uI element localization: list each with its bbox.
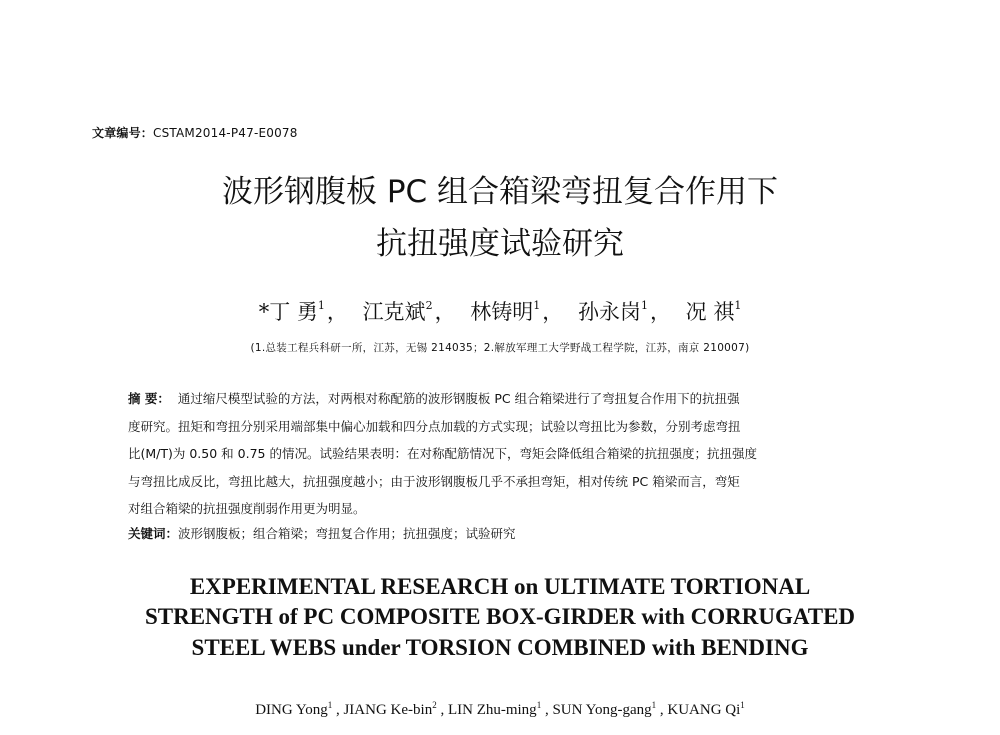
author-en: DING Yong$^1$ [255,700,333,718]
abstract-line: 与弯扭比成反比，弯扭比越大，抗扭强度越小；由于波形钢腹板几乎不承担弯矩，相对传统 PC 箱梁而言，弯矩 [128,473,740,489]
author-en: JIANG Ke-bin$^2$ [343,700,437,718]
article-number-value: CSTAM2014-P47-E0078 [153,126,298,140]
abstract-line: 摘 要： 通过缩尺模型试验的方法，对两根对称配筋的波形钢腹板 PC 组合箱梁进行了弯扭复合作用下的抗扭强 [128,391,740,406]
authors-cn: *丁 勇$^1$， 江克斌$^2$， 林铸明$^1$， 孙永岗$^1$， 况 祺$^1$ [258,299,742,324]
article-number [92,124,298,141]
abstract-line: 对组合箱梁的抗扭强度削弱作用更为明显。 [128,501,366,516]
author-cn: 孙永岗$^1$ [577,299,648,324]
title-en-line1: EXPERIMENTAL RESEARCH on ULTIMATE TORTIONAL [189,574,811,599]
author-en: LIN Zhu-ming$^1$ [447,700,542,718]
author-en: SUN Yong-gang$^1$ [552,700,657,718]
article-number-label: 文章编号： [92,126,154,140]
keywords-value: 波形钢腹板；组合箱梁；弯扭复合作用；抗扭强度；试验研究 [178,526,516,541]
abstract-line: 比(M/T)为 0.50 和 0.75 的情况。试验结果表明：在对称配筋情况下，弯矩会降低组合箱梁的抗扭强度；抗扭强度 [128,446,757,461]
abstract-line: 度研究。扭矩和弯扭分别采用端部集中偏心加载和四分点加载的方式实现；试验以弯扭比为参数，分别考虑弯扭 [128,418,741,434]
keywords [128,524,873,542]
author-cn: 况 祺$^1$ [685,299,742,324]
affiliation-cn: (1.总装工程兵科研一所，江苏，无锡 214035；2.解放军理工大学野战工程学院，江苏，南京 210007) [250,342,750,354]
author-en: KUANG Qi$^1$ [667,700,745,718]
abstract-label: 摘 要： [128,391,170,406]
title-cn-line1: 波形钢腹板 PC 组合箱梁弯扭复合作用下 [221,174,779,210]
title-cn-line2: 抗扭强度试验研究 [376,226,624,262]
author-cn: 林铸明$^1$ [470,299,541,324]
title-en-line2: STRENGTH of PC COMPOSITE BOX-GIRDER with CORRUGATED [144,604,856,629]
keywords-label: 关键词： [128,526,179,541]
title-en-line3: STEEL WEBS under TORSION COMBINED with BENDING [191,635,809,660]
author-cn: *丁 勇$^1$ [258,299,325,324]
author-cn: 江克斌$^2$ [362,299,433,324]
authors-en: DING Yong$^1$ , JIANG Ke-bin$^2$ , LIN Zhu-ming$^1$ , SUN Yong-gang$^1$ , KUANG Qi$^1$ [255,700,745,718]
abstract [128,385,873,523]
